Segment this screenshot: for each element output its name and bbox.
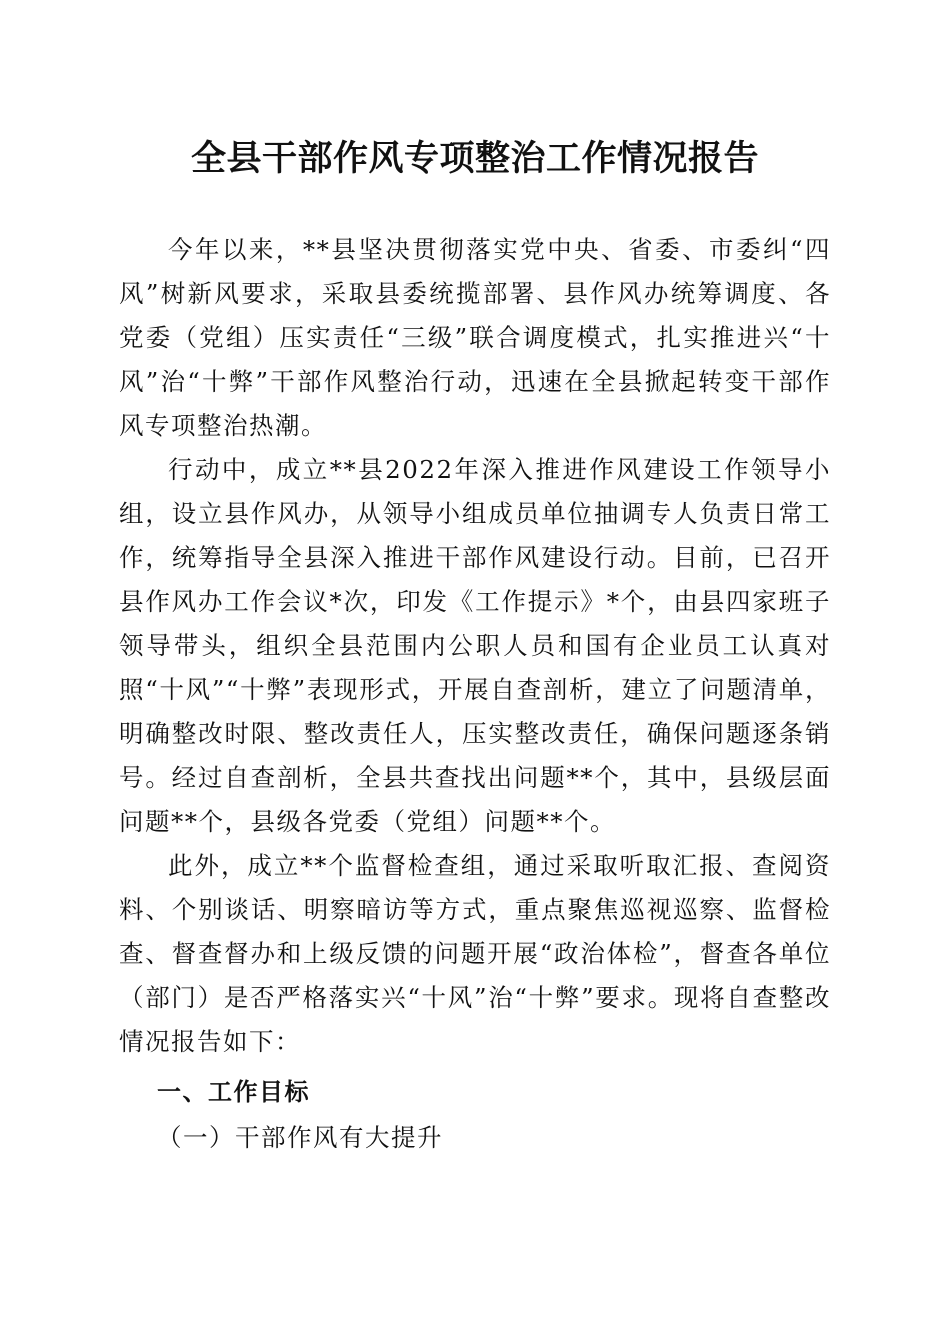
paragraph-actions: 行动中，成立**县2022年深入推进作风建设工作领导小组，设立县作风办，从领导小组成员单位抽调专人负责日常工作，统筹指导全县深入推进干部作风建设行动。目前，已召开县作风办工作会议*次，印发《工作提示》*个，由县四家班子领导带头，组织全县范围内公职人员和国有企业员工认真对照“十风”“十弊”表现形式，开展自查剖析，建立了问题清单，明确整改时限、整改责任人，压实整改责任，确保问题逐条销号。经过自查剖析，全县共查找出问题**个，其中，县级层面问题**个，县级各党委（党组）问题**个。 — [119, 455, 831, 836]
paragraph-supervision: 此外，成立**个监督检查组，通过采取听取汇报、查阅资料、个别谈话、明察暗访等方式，重点聚焦巡视巡察、监督检查、督查督办和上级反馈的问题开展“政治体检”，督查各单位（部门）是否严格落实兴“十风”治“十弊”要求。现将自查整改情况报告如下： — [119, 851, 831, 1056]
section-heading: 一、工作目标 — [157, 1078, 310, 1106]
document-title: 全县干部作风专项整治工作情况报告 — [190, 138, 759, 179]
document-body — [119, 228, 831, 1160]
subsection-heading: （一）干部作风有大提升 — [157, 1123, 443, 1152]
paragraph-intro: 今年以来，**县坚决贯彻落实党中央、省委、市委纠“四风”树新风要求，采取县委统揽部署、县作风办统筹调度、各党委（党组）压实责任“三级”联合调度模式，扎实推进兴“十风”治“十弊”干部作风整治行动，迅速在全县掀起转变干部作风专项整治热潮。 — [119, 235, 831, 440]
